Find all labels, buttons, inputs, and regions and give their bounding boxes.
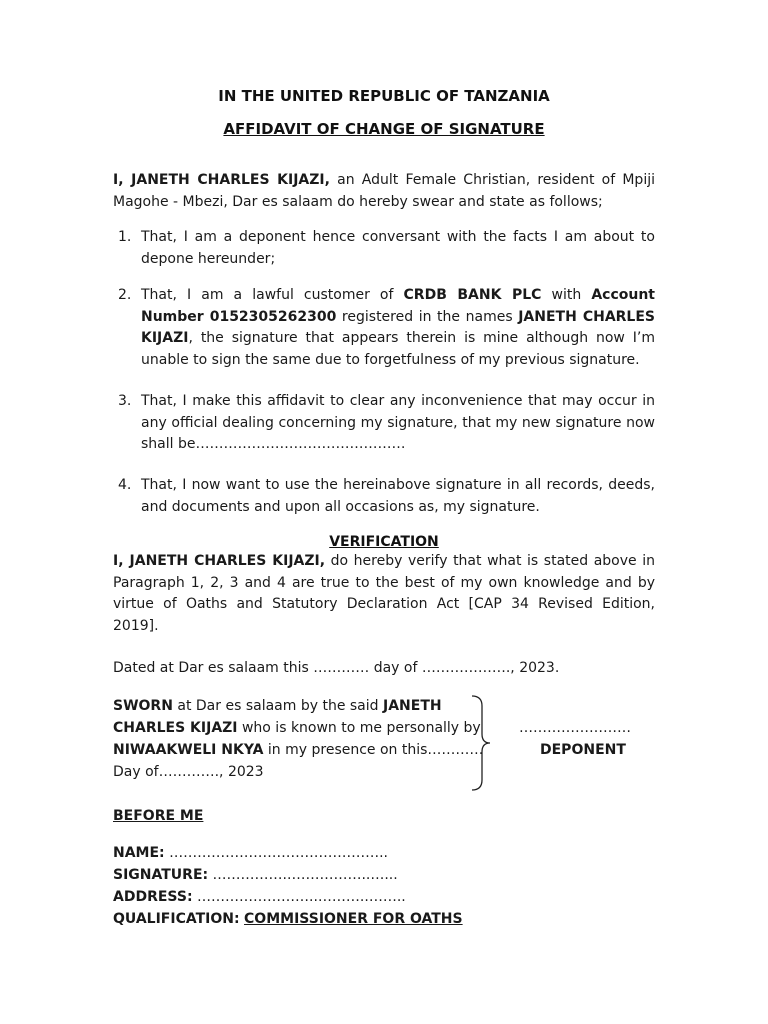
- item-text: That, I now want to use the hereinabove signature in all records, deeds, and documents and upon all occasions as, my signature.: [141, 477, 655, 515]
- qualification-label: QUALIFICATION:: [113, 911, 240, 927]
- item-text-part: , the signature that appears therein is mine although now I’m unable to sign the same due to forgetfulness of my previous signature.: [141, 330, 655, 368]
- name-field: [113, 842, 388, 864]
- sworn-name-part: CHARLES KIJAZI: [113, 720, 238, 736]
- qualification-value: COMMISSIONER FOR OATHS: [244, 911, 463, 927]
- sworn-line-2: [113, 717, 481, 739]
- sworn-label: SWORN: [113, 698, 173, 714]
- signature-label: SIGNATURE:: [113, 867, 209, 883]
- sworn-line-1: [113, 695, 442, 717]
- account-number: Account Number 0152305262300: [141, 287, 655, 325]
- deponent-label: DEPONENT: [540, 742, 626, 758]
- identifier-name: NIWAAKWELI NKYA: [113, 742, 264, 758]
- item-number: 1.: [118, 229, 132, 245]
- name-value: ………………………………………..: [164, 845, 389, 861]
- item-text: That, I am a deponent hence conversant with the facts I am about to depone hereunder;: [141, 229, 655, 267]
- item-text-part: That, I am a lawful customer of: [141, 287, 404, 303]
- address-field: [113, 886, 406, 908]
- sworn-name-part: JANETH: [383, 698, 442, 714]
- address-label: ADDRESS:: [113, 889, 193, 905]
- verification-heading: VERIFICATION: [329, 534, 439, 550]
- signature-field: [113, 864, 398, 886]
- verification-paragraph: [113, 551, 655, 637]
- verification-text: do hereby verify that what is stated above in Paragraph 1, 2, 3 and 4 are true to the best of my own knowledge and by virtue of Oaths and Statutory Declaration Act [CAP 34 Revised Edition, 2019].: [113, 553, 655, 634]
- intro-text: an Adult Female Christian, resident of Mpiji Magohe - Mbezi, Dar es salaam do hereby swear and state as follows;: [113, 172, 655, 210]
- deponent-name: I, JANETH CHARLES KIJAZI,: [113, 172, 330, 188]
- verifier-name: I, JANETH CHARLES KIJAZI,: [113, 553, 326, 569]
- deponent-signature-line: ……………………: [519, 720, 631, 736]
- before-me-heading: BEFORE ME: [113, 808, 204, 824]
- item-text-part: with: [541, 287, 592, 303]
- item-number: 3.: [118, 393, 132, 409]
- sworn-line-4: Day of…………., 2023: [113, 764, 264, 780]
- sworn-text: who is known to me personally by: [237, 720, 481, 736]
- dated-line: Dated at Dar es salaam this ………… day of ………………., 2023.: [113, 660, 560, 676]
- item-number: 2.: [118, 287, 132, 303]
- qualification-field: [113, 908, 463, 930]
- signature-value: ……………..……………..…...: [208, 867, 398, 883]
- sworn-line-3: [113, 739, 483, 761]
- bank-name: CRDB BANK PLC: [403, 287, 542, 303]
- name-label: NAME:: [113, 845, 165, 861]
- item-text: [141, 285, 655, 371]
- item-text-part: registered in the names: [336, 308, 519, 325]
- document-title: AFFIDAVIT OF CHANGE OF SIGNATURE: [223, 120, 545, 138]
- sworn-text: at Dar es salaam by the said: [172, 698, 383, 714]
- item-text: That, I make this affidavit to clear any inconvenience that may occur in any official dealing concerning my signature, that my new signature now shall be………………………………………: [141, 393, 655, 452]
- account-holder-name: JANETH CHARLES KIJAZI: [141, 308, 655, 346]
- sworn-text: in my presence on this…………: [263, 742, 484, 758]
- address-value: ……………………..………..……..: [192, 889, 406, 905]
- country-heading: IN THE UNITED REPUBLIC OF TANZANIA: [218, 87, 550, 105]
- right-brace-icon: [470, 694, 492, 792]
- intro-paragraph: [113, 170, 655, 213]
- item-number: 4.: [118, 477, 132, 493]
